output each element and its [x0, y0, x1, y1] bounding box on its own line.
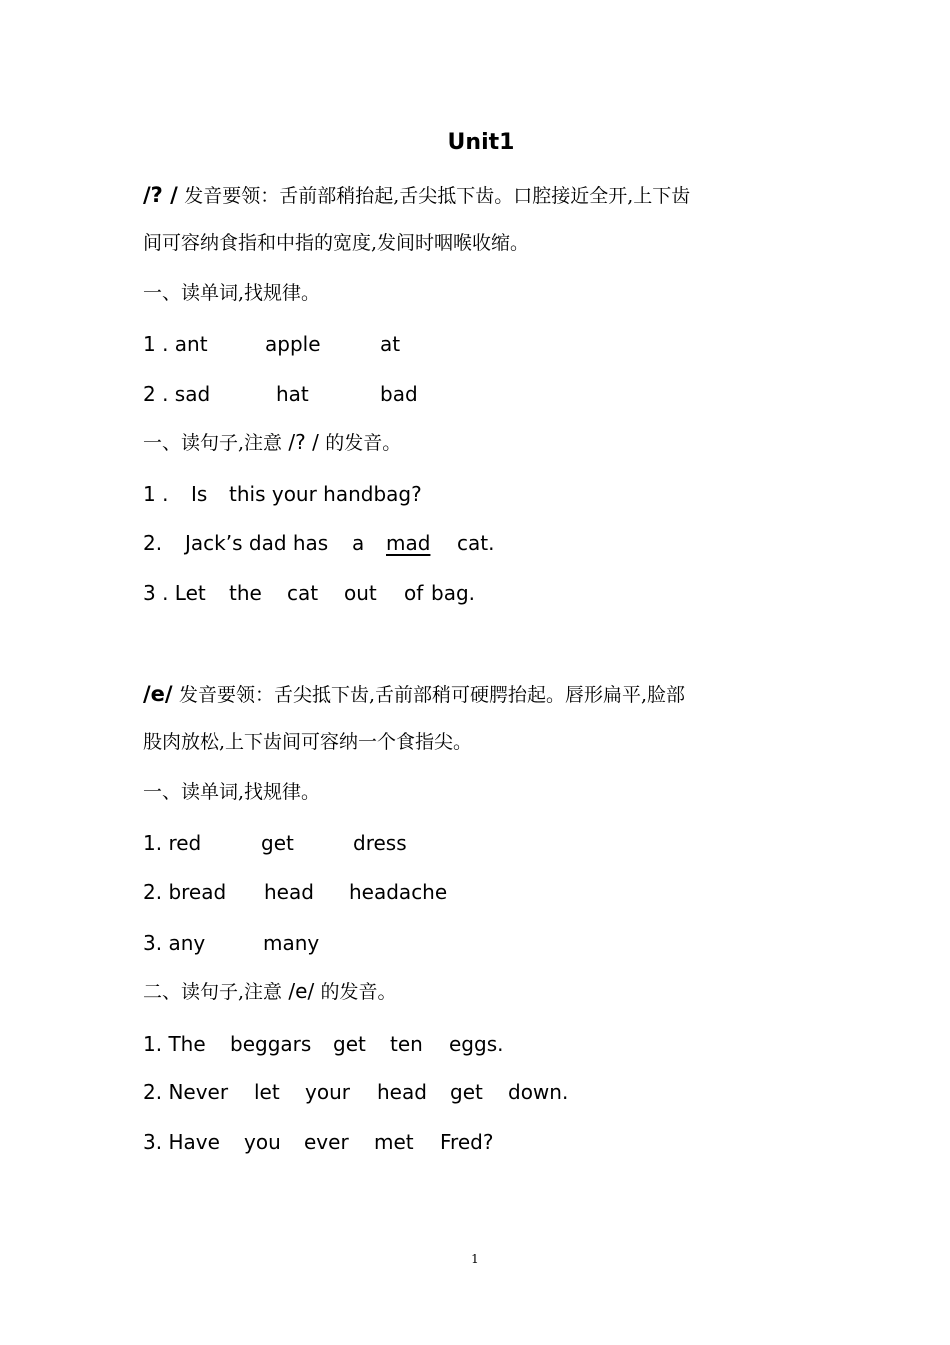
word-cell: headache	[349, 880, 448, 904]
sentence-word: cat.	[457, 531, 495, 555]
word-cell: bad	[380, 382, 418, 406]
word-cell: many	[263, 931, 320, 955]
sentence-word: the	[229, 581, 262, 605]
sentence-word: Fred?	[440, 1130, 494, 1154]
sentence-word: ever	[304, 1130, 349, 1154]
heading-text: 一、读句子,注意	[143, 432, 283, 454]
sentence-word: 2. Never	[143, 1080, 229, 1104]
sentence-word: this your handbag?	[229, 482, 422, 506]
sentence-word: your	[305, 1080, 350, 1104]
sentence-word: mad	[386, 531, 431, 555]
sentence-word: 3 . Let	[143, 581, 206, 605]
section1-guide-line1	[143, 183, 690, 208]
word-cell: 1 . ant	[143, 332, 208, 356]
section2-guide-line2: 股肉放松,上下齿间可容纳一个食指尖。	[143, 731, 473, 753]
sentence-word: a	[352, 531, 365, 555]
sentence-word: get	[333, 1032, 366, 1056]
page-title: Unit1	[447, 130, 515, 155]
sentence-word: get	[450, 1080, 483, 1104]
word-cell: 1. red	[143, 831, 202, 855]
sentence-word: you	[244, 1130, 281, 1154]
section1-sentences-heading	[143, 430, 401, 455]
section1-words-heading: 一、读单词,找规律。	[143, 282, 321, 304]
heading-symbol: /? /	[288, 430, 319, 454]
sentence-word: Is	[191, 482, 208, 506]
sentence-word: 1 .	[143, 482, 169, 506]
heading-text: 二、读句子,注意	[143, 981, 283, 1003]
section1-phonetic-symbol: /? /	[143, 183, 178, 207]
word-cell: 3. any	[143, 931, 206, 955]
sentence-word: ten	[390, 1032, 423, 1056]
sentence-word: down.	[508, 1080, 569, 1104]
heading-text: 的发音。	[325, 432, 402, 454]
section2-phonetic-symbol: /e/	[143, 682, 173, 706]
section1-guide-line2: 间可容纳食指和中指的宽度,发间时咽喉收缩。	[143, 232, 530, 254]
sentence-word: head	[377, 1080, 427, 1104]
word-cell: 2. bread	[143, 880, 227, 904]
section2-words-heading: 一、读单词,找规律。	[143, 781, 321, 803]
section2-guide-line1	[143, 682, 685, 707]
sentence-word: 3. Have	[143, 1130, 220, 1154]
sentence-word: let	[254, 1080, 280, 1104]
sentence-word: cat	[287, 581, 319, 605]
page-number: 1	[471, 1252, 479, 1266]
heading-symbol: /e/	[288, 979, 315, 1003]
sentence-word: out	[344, 581, 377, 605]
sentence-word: of	[404, 581, 424, 605]
section2-guide-text1: 发音要领：舌尖抵下齿,舌前部稍可硬腭抬起。唇形扁平,脸部	[178, 684, 686, 706]
sentence-word: met	[374, 1130, 414, 1154]
sentence-word: 1. The	[143, 1032, 206, 1056]
word-cell: 2 . sad	[143, 382, 211, 406]
word-cell: head	[264, 880, 314, 904]
sentence-word: 2.	[143, 531, 163, 555]
sentence-word: beggars	[230, 1032, 312, 1056]
word-cell: hat	[276, 382, 309, 406]
heading-text: 的发音。	[320, 981, 397, 1003]
sentence-word: bag.	[431, 581, 476, 605]
word-cell: apple	[265, 332, 321, 356]
sentence-word: eggs.	[449, 1032, 504, 1056]
word-cell: at	[380, 332, 401, 356]
section1-guide-text1: 发音要领：舌前部稍抬起,舌尖抵下齿。口腔接近全开,上下齿	[184, 185, 691, 207]
section2-sentences-heading	[143, 979, 397, 1004]
sentence-word: Jack’s dad has	[185, 531, 329, 555]
word-cell: get	[261, 831, 294, 855]
word-cell: dress	[353, 831, 407, 855]
